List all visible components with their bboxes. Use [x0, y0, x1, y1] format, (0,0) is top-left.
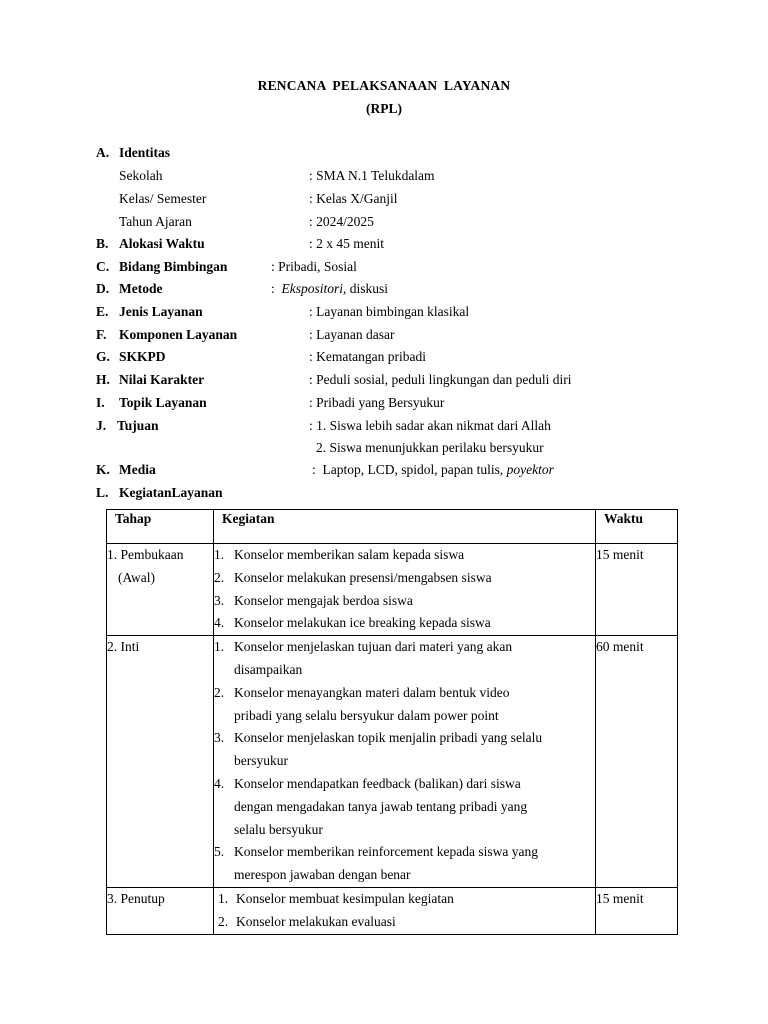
section-label: KegiatanLayanan	[119, 485, 223, 500]
kegiatan-row	[0, 483, 768, 503]
header-waktu: Waktu	[596, 510, 678, 544]
item-text: Konselor mendapatkan feedback (balikan) dari siswa	[234, 775, 521, 791]
section-label: Bidang Bimbingan	[119, 259, 228, 274]
section-value: 2. Siswa menunjukkan perilaku bersyukur	[316, 440, 544, 455]
tujuan-row	[0, 416, 768, 436]
metode-row	[0, 279, 768, 299]
kelas-row	[0, 189, 768, 209]
waktu-cell	[596, 544, 678, 636]
section-label: Tujuan	[117, 418, 159, 433]
bidang-row	[0, 257, 768, 277]
tahap-text: (Awal)	[118, 569, 155, 585]
item-number: 4.	[214, 775, 225, 791]
section-letter: D.	[96, 281, 110, 296]
waktu-cell	[596, 636, 678, 888]
table-row	[107, 636, 678, 888]
list-item	[214, 567, 595, 590]
komponen-row	[0, 325, 768, 345]
section-label: SKKPD	[119, 349, 166, 364]
waktu-cell	[596, 887, 678, 934]
waktu-text: 60 menit	[596, 639, 644, 655]
list-item-continuation: selalu bersyukur	[234, 821, 323, 837]
list-item	[218, 888, 595, 911]
section-letter: J.	[96, 418, 107, 433]
section-value: : 2 x 45 menit	[309, 236, 384, 251]
section-value	[312, 460, 554, 480]
kegiatan-cell	[214, 636, 596, 888]
list-item	[214, 612, 595, 635]
table-row	[107, 544, 678, 636]
waktu-text: 15 menit	[596, 890, 644, 906]
item-number: 1.	[214, 547, 225, 562]
section-letter: K.	[96, 462, 110, 477]
item-number: 3.	[214, 730, 225, 746]
item-number: 5.	[214, 844, 225, 860]
item-text: Konselor mengajak berdoa siswa	[234, 592, 413, 608]
field-label: Sekolah	[119, 168, 163, 183]
section-value: : Layanan bimbingan klasikal	[309, 304, 470, 319]
list-item-continuation: bersyukur	[234, 753, 288, 769]
tahap-cell	[107, 544, 214, 636]
section-letter: I.	[96, 395, 105, 410]
list-item-continuation: dengan mengadakan tanya jawab tentang pribadi yang	[234, 798, 528, 814]
list-item	[214, 841, 595, 864]
section-label: Nilai Karakter	[119, 372, 205, 387]
section-value: : Pribadi yang Bersyukur	[309, 395, 445, 410]
field-value: : Kelas X/Ganjil	[309, 191, 398, 206]
header-kegiatan: Kegiatan	[214, 510, 596, 544]
tahap-text: 3. Penutup	[107, 890, 165, 906]
document-subtitle: (RPL)	[366, 101, 402, 116]
item-text: Konselor melakukan evaluasi	[236, 913, 396, 929]
item-text: Konselor memberikan salam kepada siswa	[234, 547, 465, 562]
list-item	[218, 911, 595, 934]
value-prefix: : Laptop, LCD, spidol, papan tulis,	[312, 462, 507, 477]
section-label: Metode	[119, 281, 163, 296]
sekolah-row	[0, 166, 768, 186]
item-text: Konselor menayangkan materi dalam bentuk video	[234, 684, 510, 700]
field-label: Tahun Ajaran	[119, 214, 192, 229]
tahap-cell	[107, 887, 214, 934]
section-letter: E.	[96, 304, 109, 319]
section-letter: H.	[96, 372, 110, 387]
tahap-text: 2. Inti	[107, 639, 140, 655]
item-text: Konselor melakukan ice breaking kepada siswa	[234, 615, 491, 631]
field-value: : SMA N.1 Telukdalam	[309, 168, 435, 183]
section-label: Alokasi Waktu	[119, 236, 205, 251]
table-header-row	[107, 510, 678, 544]
section-letter: B.	[96, 236, 109, 251]
section-label: Identitas	[119, 145, 171, 160]
section-letter: G.	[96, 349, 110, 364]
section-value: : 1. Siswa lebih sadar akan nikmat dari Allah	[309, 418, 551, 433]
table-row	[107, 887, 678, 934]
tahap-text: 1. Pembukaan	[107, 547, 184, 562]
tujuan-row-2	[0, 438, 768, 458]
section-label: Komponen Layanan	[119, 327, 238, 342]
section-value: : Layanan dasar	[309, 327, 395, 342]
section-letter: A.	[96, 145, 110, 160]
kegiatan-cell	[214, 544, 596, 636]
kegiatan-table	[106, 509, 678, 935]
topik-row	[0, 393, 768, 413]
list-item	[214, 544, 595, 567]
item-number: 1.	[214, 639, 225, 655]
alokasi-row	[0, 234, 768, 254]
header-tahap: Tahap	[107, 510, 214, 544]
section-letter: L.	[96, 485, 109, 500]
section-label: Topik Layanan	[119, 395, 207, 410]
value-rest: , diskusi	[343, 281, 389, 296]
value-italic: poyektor	[506, 462, 554, 477]
skkpd-row	[0, 347, 768, 367]
section-letter: C.	[96, 259, 110, 274]
jenis-row	[0, 302, 768, 322]
item-text: Konselor memberikan reinforcement kepada siswa yang	[234, 844, 539, 860]
field-label: Kelas/ Semester	[119, 191, 207, 206]
item-text: Konselor membuat kesimpulan kegiatan	[236, 890, 454, 906]
value-prefix: :	[271, 281, 282, 296]
field-value: : 2024/2025	[309, 214, 374, 229]
item-number: 2.	[218, 913, 229, 929]
section-label: Jenis Layanan	[119, 304, 203, 319]
section-letter: F.	[96, 327, 107, 342]
list-item-continuation: pribadi yang selalu bersyukur dalam power point	[234, 707, 499, 723]
identitas-heading	[0, 143, 768, 163]
list-item-continuation: merespon jawaban dengan benar	[234, 867, 411, 883]
item-number: 2.	[214, 569, 225, 585]
document-title: RENCANA PELAKSANAAN LAYANAN	[257, 78, 511, 93]
value-italic: Ekspositori	[281, 281, 344, 296]
tahap-cell	[107, 636, 214, 888]
section-value: : Pribadi, Sosial	[271, 259, 357, 274]
item-text: Konselor melakukan presensi/mengabsen siswa	[234, 569, 492, 585]
waktu-text: 15 menit	[596, 547, 644, 562]
nilai-row	[0, 370, 768, 390]
list-item-continuation: disampaikan	[234, 661, 303, 677]
item-text: Konselor menjelaskan topik menjalin pribadi yang selalu	[234, 730, 543, 746]
item-number: 1.	[218, 890, 229, 906]
item-number: 3.	[214, 592, 225, 608]
section-value: : Peduli sosial, peduli lingkungan dan peduli diri	[309, 372, 572, 387]
list-item	[214, 773, 595, 796]
item-number: 4.	[214, 615, 225, 631]
item-number: 2.	[214, 684, 225, 700]
section-value	[271, 279, 388, 299]
kegiatan-cell	[214, 887, 596, 934]
media-row	[0, 460, 768, 480]
list-item	[214, 636, 595, 659]
list-item	[214, 682, 595, 705]
list-item	[214, 727, 595, 750]
tahun-row	[0, 212, 768, 232]
section-value: : Kematangan pribadi	[309, 349, 426, 364]
item-text: Konselor menjelaskan tujuan dari materi yang akan	[234, 639, 513, 655]
section-label: Media	[119, 462, 156, 477]
list-item	[214, 590, 595, 613]
